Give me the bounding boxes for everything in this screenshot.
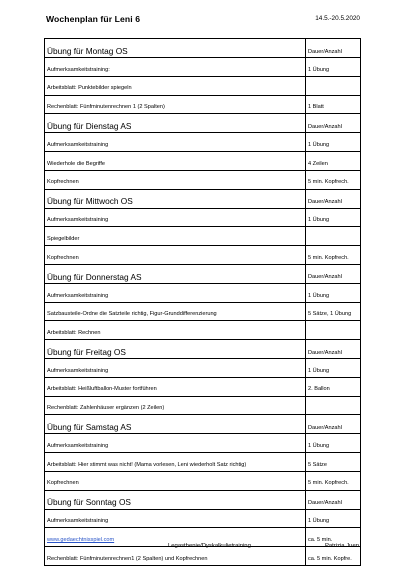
duration-header: Dauer/Anzahl (306, 415, 361, 434)
task-amount: 1 Übung (306, 359, 361, 378)
task-row (45, 453, 361, 472)
task-row (45, 133, 361, 152)
task-row (45, 547, 361, 566)
task-amount: 5 Sätze, 1 Übung (306, 302, 361, 321)
task-row (45, 152, 361, 171)
task-row (45, 302, 361, 321)
task-amount (306, 76, 361, 95)
task-row (45, 170, 361, 189)
day-title: Übung für Mittwoch OS (45, 189, 306, 208)
task-amount: ca. 5 min. Kopfre. (306, 547, 361, 566)
day-header-row (45, 114, 361, 133)
task-row (45, 246, 361, 265)
duration-header: Dauer/Anzahl (306, 189, 361, 208)
website-link[interactable]: www.gedaechtnisspiel.com (47, 536, 115, 543)
task-label: Aufmerksamkeitstraining (45, 509, 306, 528)
task-amount: 2. Ballon (306, 377, 361, 396)
task-row (45, 95, 361, 114)
task-label: Aufmerksamkeitstraining (45, 434, 306, 453)
day-header-row (45, 39, 361, 58)
day-header-row (45, 264, 361, 283)
footer-author: Patrizia Juen (324, 543, 359, 549)
day-header-row (45, 415, 361, 434)
task-label: Aufmerksamkeitstraining (45, 359, 306, 378)
task-amount: 5 min. Kopfrech. (306, 471, 361, 490)
duration-header: Dauer/Anzahl (306, 114, 361, 133)
task-amount: ca. 5 min. (306, 528, 361, 547)
day-title: Übung für Montag OS (45, 39, 306, 58)
task-amount: 1 Übung (306, 509, 361, 528)
task-label: Rechenblatt: Fünfminutenrechnen 1 (2 Spalten) (45, 95, 306, 114)
task-amount (306, 396, 361, 415)
duration-header: Dauer/Anzahl (306, 39, 361, 58)
day-title: Übung für Sonntag OS (45, 490, 306, 509)
day-title: Übung für Dienstag AS (45, 114, 306, 133)
task-label: Rechenblatt: Fünfminutenrechnen1 (2 Spalten) und Kopfrechnen (45, 547, 306, 566)
task-row (45, 283, 361, 302)
task-label: Arbeitsblatt: Rechnen (45, 321, 306, 340)
task-row (45, 321, 361, 340)
task-row (45, 434, 361, 453)
task-label: Rechenblatt: Zahlenhäuser ergänzen (2 Zeilen) (45, 396, 306, 415)
day-header-row (45, 189, 361, 208)
task-amount: 5 min. Kopfrech. (306, 246, 361, 265)
duration-header: Dauer/Anzahl (306, 490, 361, 509)
task-amount: 1 Übung (306, 283, 361, 302)
task-row (45, 396, 361, 415)
task-amount: 1 Blatt (306, 95, 361, 114)
task-label: Arbeitsblatt: Hier stimmt was nicht! (Mama vorlesen, Leni wiederholt Satz richtig) (45, 453, 306, 472)
task-row (45, 377, 361, 396)
day-header-row (45, 490, 361, 509)
day-title: Übung für Samstag AS (45, 415, 306, 434)
task-amount (306, 227, 361, 246)
task-amount: 4 Zeilen (306, 152, 361, 171)
duration-header: Dauer/Anzahl (306, 264, 361, 283)
task-row (45, 359, 361, 378)
task-amount: 1 Übung (306, 434, 361, 453)
task-label: Aufmerksamkeitstraining (45, 133, 306, 152)
task-row (45, 509, 361, 528)
footer-training-type: Legasthenie/Dyskalkulietraining (168, 543, 251, 549)
task-row (45, 471, 361, 490)
task-amount: 1 Übung (306, 133, 361, 152)
task-amount: 5 min. Kopfrech. (306, 170, 361, 189)
task-label: Spiegelbilder (45, 227, 306, 246)
task-amount (306, 321, 361, 340)
task-row (45, 208, 361, 227)
task-label: Satzbausteile-Ordne die Satzteile richtig, Figur-Grunddifferenzierung (45, 302, 306, 321)
task-row (45, 227, 361, 246)
task-label: Kopfrechnen (45, 246, 306, 265)
task-amount: 5 Sätze (306, 453, 361, 472)
page-title: Wochenplan für Leni 6 (46, 14, 141, 24)
task-row (45, 58, 361, 77)
weekly-plan-table (44, 38, 361, 566)
task-amount: 1 Übung (306, 208, 361, 227)
task-label: Arbeitsblatt: Punktebilder spiegeln (45, 76, 306, 95)
day-title: Übung für Freitag OS (45, 340, 306, 359)
task-label: Arbeitsblatt: Heißluftballon-Muster fortführen (45, 377, 306, 396)
task-label: Kopfrechnen (45, 471, 306, 490)
date-range: 14.5.-20.5.2020 (315, 15, 360, 22)
day-title: Übung für Donnerstag AS (45, 264, 306, 283)
task-label: Aufmerksamkeitstraining: (45, 58, 306, 77)
task-label: Wiederhole die Begriffe (45, 152, 306, 171)
duration-header: Dauer/Anzahl (306, 340, 361, 359)
day-header-row (45, 340, 361, 359)
task-row (45, 76, 361, 95)
task-label: Aufmerksamkeitstraining (45, 283, 306, 302)
task-label: Aufmerksamkeitstraining (45, 208, 306, 227)
task-amount: 1 Übung (306, 58, 361, 77)
task-label: Kopfrechnen (45, 170, 306, 189)
